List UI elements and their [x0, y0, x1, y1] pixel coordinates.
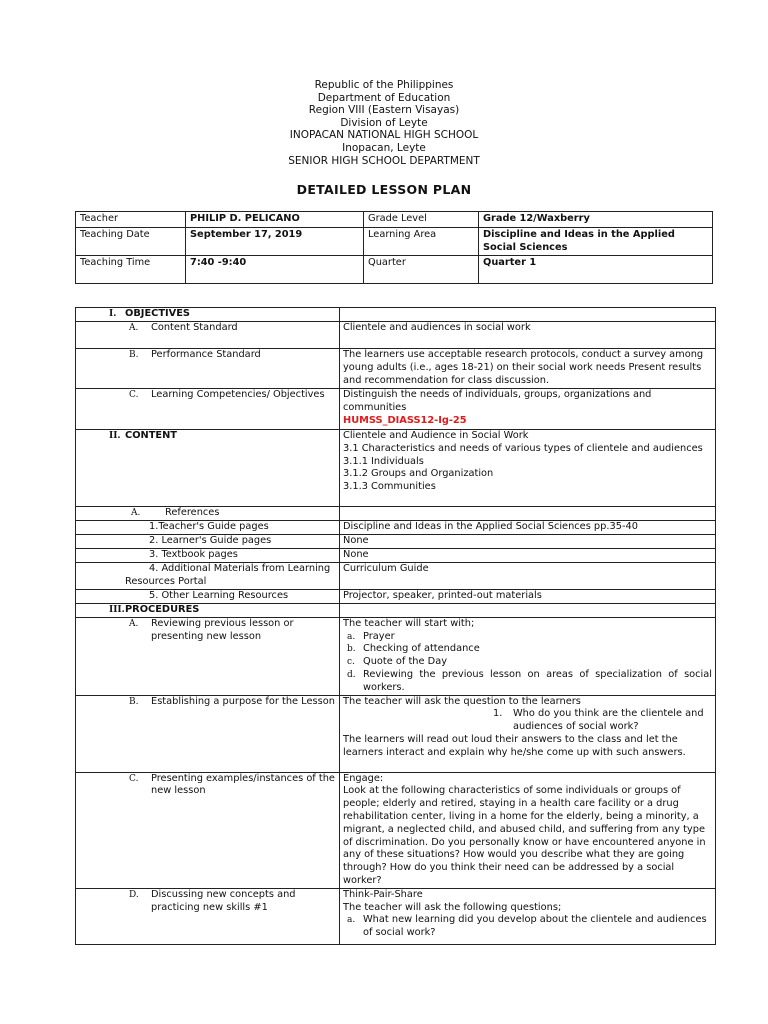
item-label: Performance Standard — [151, 349, 261, 360]
step-text: What new learning did you develop about the clientele and audiences of social work? — [363, 914, 707, 939]
section-numeral: I. — [109, 309, 117, 319]
quarter-label: Quarter — [364, 255, 479, 283]
teacher-label: Teacher — [76, 212, 186, 228]
plan-row — [76, 349, 716, 389]
item-label: Presenting examples/instances of the new lesson — [151, 772, 335, 797]
procedure-row — [76, 772, 716, 888]
item-label: Learning Competencies/ Objectives — [151, 389, 325, 400]
procedure-step — [343, 631, 712, 644]
step-mark: d. — [347, 669, 356, 680]
step-text: Quote of the Day — [363, 656, 447, 668]
item-letter: A. — [131, 508, 141, 518]
item-label: Content Standard — [151, 322, 238, 333]
section-numeral: III. — [109, 604, 125, 615]
info-row — [76, 212, 713, 228]
area-label: Learning Area — [364, 228, 479, 256]
item-label: Establishing a purpose for the Lesson — [151, 695, 335, 707]
question-mark: 1. — [493, 708, 503, 720]
section-numeral: II. — [109, 431, 121, 441]
section-row — [76, 603, 716, 617]
header-line: Division of Leyte — [340, 116, 428, 129]
step-mark: a. — [347, 915, 356, 926]
header-line: Republic of the Philippines — [314, 79, 454, 91]
item-letter: A. — [129, 323, 139, 333]
reference-value: None — [340, 548, 716, 562]
reference-row — [76, 562, 716, 589]
reference-row — [76, 535, 716, 549]
document-title: DETAILED LESSON PLAN — [296, 182, 472, 197]
school-header — [0, 79, 768, 167]
reference-row — [76, 548, 716, 562]
section-row — [76, 430, 716, 507]
section-title: CONTENT — [125, 430, 177, 441]
content-line: 3.1 Characteristics and needs of various types of clientele and audiences — [343, 442, 703, 454]
reference-row — [76, 589, 716, 603]
step-mark: a. — [347, 631, 356, 642]
content-line: Clientele and Audience in Social Work — [343, 430, 529, 441]
item-label: Reviewing previous lesson or presenting new lesson — [151, 617, 294, 642]
procedure-intro: The teacher will start with; — [343, 617, 475, 629]
date-label: Teaching Date — [76, 228, 186, 256]
reference-value: Discipline and Ideas in the Applied Social Sciences pp.35-40 — [340, 521, 716, 535]
reference-label: 5. Other Learning Resources — [149, 589, 289, 601]
info-row — [76, 228, 713, 256]
content-line: 3.1.3 Communities — [343, 481, 436, 493]
procedure-row — [76, 617, 716, 695]
question-text: Who do you think are the clientele and audiences of social work? — [513, 708, 704, 733]
step-mark: b. — [347, 644, 356, 655]
step-text: Checking of attendance — [363, 643, 480, 655]
procedure-step — [343, 914, 712, 940]
plan-row — [76, 389, 716, 430]
content-line: 3.1.1 Individuals — [343, 455, 424, 467]
procedure-heading: Think-Pair-Share — [343, 888, 423, 900]
procedure-heading: Engage: — [343, 772, 384, 784]
reference-label: 3. Textbook pages — [149, 548, 238, 560]
reference-value: None — [340, 535, 716, 549]
reference-row — [76, 521, 716, 535]
reference-label: 1.Teacher's Guide pages — [149, 521, 269, 532]
reference-value: Curriculum Guide — [340, 562, 716, 589]
grade-label: Grade Level — [364, 212, 479, 228]
content-line: 3.1.2 Groups and Organization — [343, 468, 494, 480]
item-value: Clientele and audiences in social work — [340, 322, 716, 349]
item-letter: A. — [129, 618, 139, 629]
step-text: Reviewing the previous lesson on areas of specialization of social workers. — [363, 668, 712, 693]
plan-row — [76, 322, 716, 349]
item-label: Discussing new concepts and practicing new skills #1 — [151, 888, 296, 913]
quarter-value: Quarter 1 — [479, 255, 713, 283]
procedure-intro: The teacher will ask the question to the learners — [343, 695, 581, 707]
references-title: References — [165, 507, 220, 518]
header-line: INOPACAN NATIONAL HIGH SCHOOL — [289, 129, 479, 142]
item-letter: C. — [129, 773, 139, 784]
item-letter: B. — [129, 350, 139, 360]
area-value: Discipline and Ideas in the Applied Social Sciences — [479, 228, 713, 256]
procedure-step — [343, 656, 712, 669]
section-row — [76, 308, 716, 322]
item-letter: D. — [129, 889, 139, 900]
reference-value: Projector, speaker, printed-out materials — [340, 589, 716, 603]
step-mark: c. — [347, 657, 355, 668]
section-title: PROCEDURES — [125, 603, 200, 615]
teacher-value: PHILIP D. PELICANO — [186, 212, 364, 228]
header-line: Region VIII (Eastern Visayas) — [308, 104, 460, 117]
competency-code: HUMSS_DIASS12-Ig-25 — [343, 414, 467, 426]
procedure-step — [343, 669, 712, 695]
item-letter: C. — [129, 390, 139, 400]
info-table — [75, 211, 713, 284]
step-text: Prayer — [363, 630, 395, 642]
procedure-text: Look at the following characteristics of some individuals or groups of people; elderly and retired, staying in a health care facility or a drug rehabilitation center, living in a home for the elderly, being a minority, a migrant, a neglected child, and abused child, and suffering from any type of discrimination. Do you personally know or have encountered anyone in any of these situations? How would you describe what they are going through? How do you think their need can be addressed by a social worker? — [343, 785, 706, 886]
procedure-row — [76, 888, 716, 944]
time-value: 7:40 -9:40 — [186, 255, 364, 283]
header-line: SENIOR HIGH SCHOOL DEPARTMENT — [288, 154, 480, 167]
grade-value: Grade 12/Waxberry — [479, 212, 713, 228]
item-letter: B. — [129, 696, 139, 707]
date-value: September 17, 2019 — [186, 228, 364, 256]
header-line: Department of Education — [317, 91, 451, 104]
reference-label: 2. Learner's Guide pages — [149, 535, 272, 546]
info-row — [76, 255, 713, 283]
procedure-after: The learners will read out loud their answers to the class and let the learners interact and explain why he/she come up with such answers. — [343, 733, 686, 758]
header-line: Inopacan, Leyte — [342, 141, 426, 154]
procedure-intro: The teacher will ask the following questions; — [343, 901, 562, 913]
reference-label: 4. Additional Materials from Learning Resources Portal — [125, 562, 331, 587]
lesson-plan-table — [75, 307, 716, 945]
procedure-question — [343, 708, 712, 734]
procedure-step — [343, 643, 712, 656]
procedure-row — [76, 695, 716, 772]
item-value: The learners use acceptable research protocols, conduct a survey among young adults (i.e., ages 18-21) on their social work needs Present results and recommendation for class discussion. — [340, 349, 716, 389]
plan-row — [76, 507, 716, 521]
item-value: Distinguish the needs of individuals, groups, organizations and communities — [343, 389, 652, 413]
time-label: Teaching Time — [76, 255, 186, 283]
section-title: OBJECTIVES — [125, 308, 190, 319]
